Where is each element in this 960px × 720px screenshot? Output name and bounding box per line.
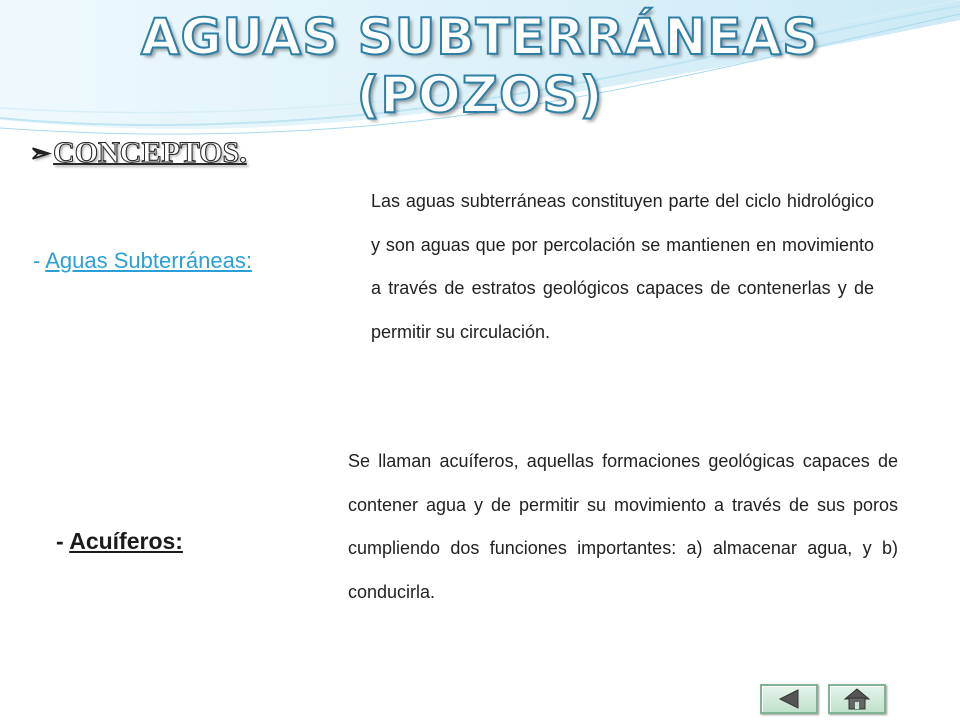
slide-title: [120, 8, 840, 124]
home-button[interactable]: [828, 684, 886, 714]
arrow-bullet-icon: ➢: [30, 140, 51, 167]
term-label[interactable]: Aguas Subterráneas:: [45, 248, 252, 273]
slide-title-line-1: AGUAS SUBTERRÁNEAS: [140, 8, 820, 66]
back-button[interactable]: [760, 684, 818, 714]
home-icon: [843, 688, 871, 710]
definition-acuiferos: Se llaman acuíferos, aquellas formaciones geológicas capaces de contener agua y de permitir su movimiento a través de sus poros cumpliendo dos funciones importantes: a) almacenar agua, y b) conducirla.: [348, 451, 898, 602]
section-heading-label: CONCEPTOS.: [53, 136, 247, 169]
term-dash: -: [56, 528, 70, 554]
term-label: Acuíferos:: [69, 528, 183, 554]
term-dash: -: [33, 248, 46, 273]
term-acuiferos: [56, 528, 183, 555]
section-heading: [30, 136, 247, 170]
slide-title-line-2: (POZOS): [356, 66, 604, 124]
term-aguas-subterraneas[interactable]: [33, 248, 252, 274]
back-arrow-icon: [776, 689, 802, 709]
definition-aguas-subterraneas: Las aguas subterráneas constituyen parte del ciclo hidrológico y son aguas que por percolación se mantienen en movimiento a través de estratos geológicos capaces de contenerlas y de permitir su circulación.: [371, 191, 874, 342]
